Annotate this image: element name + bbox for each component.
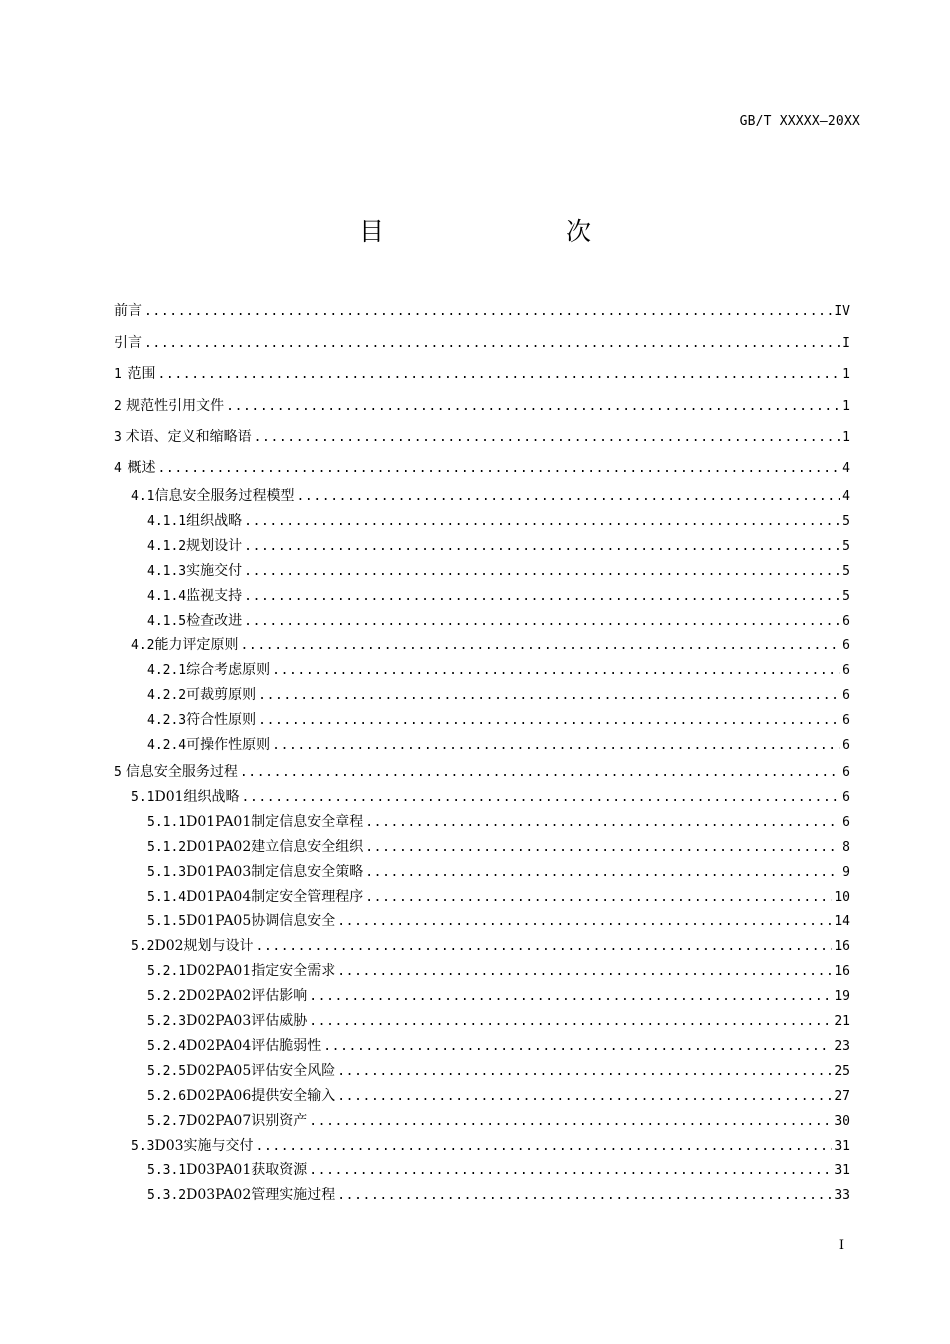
toc-entry-label: 引言 <box>114 335 142 351</box>
toc-entry-number: 5.2.5 <box>147 1063 187 1079</box>
toc-entry-label: D02规划与设计 <box>154 938 254 955</box>
toc-dot-leader <box>244 612 840 632</box>
toc-entry-label: D01PA04制定安全管理程序 <box>186 888 364 905</box>
toc-dot-leader <box>309 1012 832 1032</box>
toc-entry-page: 19 <box>834 989 850 1005</box>
toc-entry-number: 4.2.4 <box>147 738 187 753</box>
toc-dot-leader <box>240 636 840 656</box>
toc-dot-leader <box>365 863 840 883</box>
toc-entry[interactable] <box>114 1160 850 1180</box>
toc-entry-page: 5 <box>842 538 850 554</box>
toc-entry-page: 6 <box>842 814 850 830</box>
toc-entry-number: 5.2.6 <box>147 1088 187 1104</box>
toc-entry-page: 25 <box>834 1063 850 1079</box>
toc-entry-number: 5.1 <box>131 789 155 805</box>
table-of-contents <box>114 0 850 1344</box>
toc-entry-label: D02PA02评估影响 <box>186 988 308 1005</box>
toc-entry-label: 概述 <box>127 460 156 476</box>
toc-entry-number: 5.2.1 <box>147 964 187 980</box>
toc-entry-page: 8 <box>842 839 850 855</box>
toc-entry-label: D02PA03评估威胁 <box>186 1013 308 1029</box>
toc-entry-label: 实施交付 <box>186 562 243 579</box>
toc-entry-page: 33 <box>834 1188 850 1204</box>
toc-dot-leader <box>272 736 840 756</box>
toc-entry-label: D03PA02管理实施过程 <box>186 1187 336 1204</box>
toc-entry[interactable] <box>114 333 850 353</box>
toc-entry[interactable] <box>114 735 850 755</box>
toc-entry-page: 6 <box>842 713 850 729</box>
toc-entry[interactable] <box>114 1061 850 1081</box>
toc-entry-label: 组织战略 <box>186 512 243 529</box>
toc-entry-page: 9 <box>842 864 850 880</box>
toc-entry-label: 术语、定义和缩略语 <box>125 429 252 445</box>
toc-dot-leader <box>323 1037 832 1057</box>
toc-entry-number: 4.2.2 <box>147 688 187 704</box>
toc-entry-page: 16 <box>834 939 850 955</box>
toc-entry-number: 4.1.5 <box>147 613 187 629</box>
toc-entry-label: 综合考虑原则 <box>186 662 271 679</box>
toc-dot-leader <box>256 1137 833 1157</box>
toc-entry-page: 5 <box>842 513 850 529</box>
toc-entry[interactable] <box>114 1185 850 1205</box>
toc-entry[interactable] <box>114 762 850 782</box>
toc-entry-label: D01PA03制定信息安全策略 <box>186 863 364 880</box>
toc-entry-label: 前言 <box>114 303 142 319</box>
toc-entry-label: D02PA04评估脆弱性 <box>186 1037 322 1054</box>
toc-entry-label: D02PA06提供安全输入 <box>186 1087 336 1104</box>
toc-dot-leader <box>242 788 841 808</box>
toc-entry[interactable] <box>114 561 850 581</box>
toc-entry[interactable] <box>114 837 850 857</box>
toc-dot-leader <box>244 587 840 607</box>
toc-entry-number: 4.2 <box>131 638 155 654</box>
toc-entry-label: D01PA05协调信息安全 <box>186 913 336 930</box>
toc-entry[interactable] <box>114 862 850 882</box>
toc-entry-page: 6 <box>842 789 850 805</box>
toc-entry-number: 4.1.1 <box>147 513 187 529</box>
toc-entry[interactable] <box>114 986 850 1006</box>
toc-dot-leader <box>337 1062 832 1082</box>
toc-entry[interactable] <box>114 611 850 631</box>
toc-entry-number: 1 <box>114 367 122 382</box>
toc-entry-number: 5.1.5 <box>147 914 187 930</box>
toc-dot-leader <box>158 365 841 385</box>
toc-entry-page: 10 <box>834 889 850 905</box>
toc-dot-leader <box>337 1087 832 1107</box>
toc-entry[interactable] <box>114 486 850 506</box>
toc-entry-page: 6 <box>842 613 850 629</box>
toc-entry-page: 1 <box>842 430 850 445</box>
toc-dot-leader <box>258 686 840 706</box>
toc-entry-number: 4.2.1 <box>147 663 187 679</box>
toc-entry[interactable] <box>114 961 850 981</box>
toc-entry[interactable] <box>114 710 850 730</box>
toc-dot-leader <box>296 487 840 507</box>
toc-dot-leader <box>256 937 833 957</box>
toc-entry-page: 6 <box>842 738 850 753</box>
toc-entry-page: 6 <box>842 663 850 679</box>
toc-entry[interactable] <box>114 1086 850 1106</box>
toc-entry[interactable] <box>114 812 850 832</box>
toc-entry[interactable] <box>114 364 850 384</box>
toc-dot-leader <box>337 1186 832 1206</box>
toc-dot-leader <box>244 512 840 532</box>
toc-entry-page: I <box>842 336 850 351</box>
toc-entry-label: 可操作性原则 <box>186 737 271 753</box>
toc-dot-leader <box>254 428 841 448</box>
toc-entry-number: 5.2.3 <box>147 1014 187 1029</box>
toc-entry-number: 5.3 <box>131 1138 155 1154</box>
toc-dot-leader <box>244 562 840 582</box>
toc-dot-leader <box>158 459 841 479</box>
toc-entry-number: 5.3.1 <box>147 1163 187 1179</box>
toc-entry[interactable] <box>114 635 850 655</box>
toc-entry-page: 16 <box>834 964 850 980</box>
toc-entry-number: 4.1.2 <box>147 538 187 554</box>
toc-entry-label: 信息安全服务过程 <box>125 764 238 780</box>
toc-entry-label: D01PA01制定信息安全章程 <box>186 813 364 830</box>
toc-dot-leader <box>240 763 840 783</box>
toc-entry[interactable] <box>114 787 850 807</box>
toc-entry[interactable] <box>114 911 850 931</box>
toc-entry-label: 范围 <box>127 366 156 382</box>
toc-entry[interactable] <box>114 301 850 321</box>
toc-entry-number: 5.1.4 <box>147 889 187 905</box>
toc-entry[interactable] <box>114 685 850 705</box>
toc-entry-number: 4.2.3 <box>147 713 187 729</box>
toc-entry-page: 6 <box>842 765 850 780</box>
toc-entry-page: 1 <box>842 399 850 414</box>
toc-dot-leader <box>272 661 840 681</box>
toc-entry-page: 14 <box>834 914 850 930</box>
toc-entry-number: 3 <box>114 430 122 445</box>
toc-dot-leader <box>226 397 840 417</box>
toc-entry-page: 23 <box>834 1038 850 1054</box>
toc-entry[interactable] <box>114 887 850 907</box>
toc-dot-leader <box>258 711 840 731</box>
toc-entry-page: 5 <box>842 563 850 579</box>
toc-entry-label: D03实施与交付 <box>154 1137 254 1154</box>
toc-entry-page: IV <box>834 304 850 319</box>
toc-entry-number: 4.1.3 <box>147 563 187 579</box>
toc-entry[interactable] <box>114 458 850 478</box>
toc-dot-leader <box>144 334 840 354</box>
toc-dot-leader <box>365 838 840 858</box>
toc-entry-number: 4.1 <box>131 489 155 504</box>
toc-entry-number: 5.2 <box>131 939 155 955</box>
toc-entry-number: 4.1.4 <box>147 588 187 604</box>
toc-entry-number: 5.3.2 <box>147 1188 187 1204</box>
toc-entry-label: 信息安全服务过程模型 <box>154 488 295 504</box>
document-code: GB/T XXXXX—20XX <box>739 114 860 129</box>
toc-entry-label: D01PA02建立信息安全组织 <box>186 838 364 855</box>
toc-entry-number: 5.1.1 <box>147 814 187 830</box>
toc-entry-number: 5.2.7 <box>147 1113 187 1129</box>
toc-entry-page: 5 <box>842 588 850 604</box>
toc-entry-page: 31 <box>834 1138 850 1154</box>
toc-entry[interactable] <box>114 1011 850 1031</box>
toc-entry-number: 4 <box>114 461 122 476</box>
toc-entry[interactable] <box>114 396 850 416</box>
toc-entry-label: D02PA07识别资产 <box>186 1112 308 1129</box>
toc-dot-leader <box>365 813 840 833</box>
toc-entry-label: D02PA05评估安全风险 <box>186 1062 336 1079</box>
toc-entry-page: 30 <box>834 1113 850 1129</box>
toc-dot-leader <box>337 912 832 932</box>
toc-entry-number: 5.2.4 <box>147 1038 187 1054</box>
toc-dot-leader <box>365 888 832 908</box>
toc-entry[interactable] <box>114 1111 850 1131</box>
toc-entry-page: 4 <box>842 461 850 476</box>
toc-entry-label: D03PA01获取资源 <box>186 1162 308 1179</box>
toc-entry-number: 5.1.3 <box>147 864 187 880</box>
page-number: I <box>838 1238 844 1253</box>
toc-entry[interactable] <box>114 427 850 447</box>
toc-entry-label: 规范性引用文件 <box>126 398 225 414</box>
toc-entry-number: 5.1.2 <box>147 839 187 855</box>
toc-title: 目 次 <box>358 217 635 246</box>
toc-entry-label: 规划设计 <box>186 537 243 554</box>
toc-dot-leader <box>244 537 840 557</box>
toc-entry[interactable] <box>114 936 850 956</box>
toc-entry-label: D01组织战略 <box>154 788 240 805</box>
toc-dot-leader <box>337 962 832 982</box>
toc-entry[interactable] <box>114 511 850 531</box>
toc-entry-label: 检查改进 <box>186 612 243 629</box>
toc-entry-page: 27 <box>834 1088 850 1104</box>
toc-entry-page: 4 <box>842 489 850 504</box>
toc-entry-number: 5 <box>114 765 122 780</box>
toc-entry[interactable] <box>114 536 850 556</box>
toc-entry-page: 6 <box>842 688 850 704</box>
toc-entry-number: 5.2.2 <box>147 989 187 1005</box>
toc-entry[interactable] <box>114 660 850 680</box>
toc-entry-label: 能力评定原则 <box>154 637 239 654</box>
toc-entry[interactable] <box>114 1136 850 1156</box>
toc-entry-label: 可裁剪原则 <box>186 687 257 704</box>
toc-entry-number: 2 <box>114 399 122 414</box>
toc-dot-leader <box>309 1112 832 1132</box>
toc-entry[interactable] <box>114 1036 850 1056</box>
toc-entry-label: 符合性原则 <box>186 712 257 729</box>
toc-entry-page: 1 <box>842 367 850 382</box>
toc-dot-leader <box>309 1161 832 1181</box>
toc-dot-leader <box>144 302 832 322</box>
toc-entry-page: 21 <box>834 1014 850 1029</box>
toc-dot-leader <box>309 987 832 1007</box>
toc-entry-page: 6 <box>842 638 850 654</box>
toc-entry-label: D02PA01指定安全需求 <box>186 963 336 980</box>
toc-entry-page: 31 <box>834 1163 850 1179</box>
toc-entry[interactable] <box>114 586 850 606</box>
toc-entry-label: 监视支持 <box>186 587 243 604</box>
